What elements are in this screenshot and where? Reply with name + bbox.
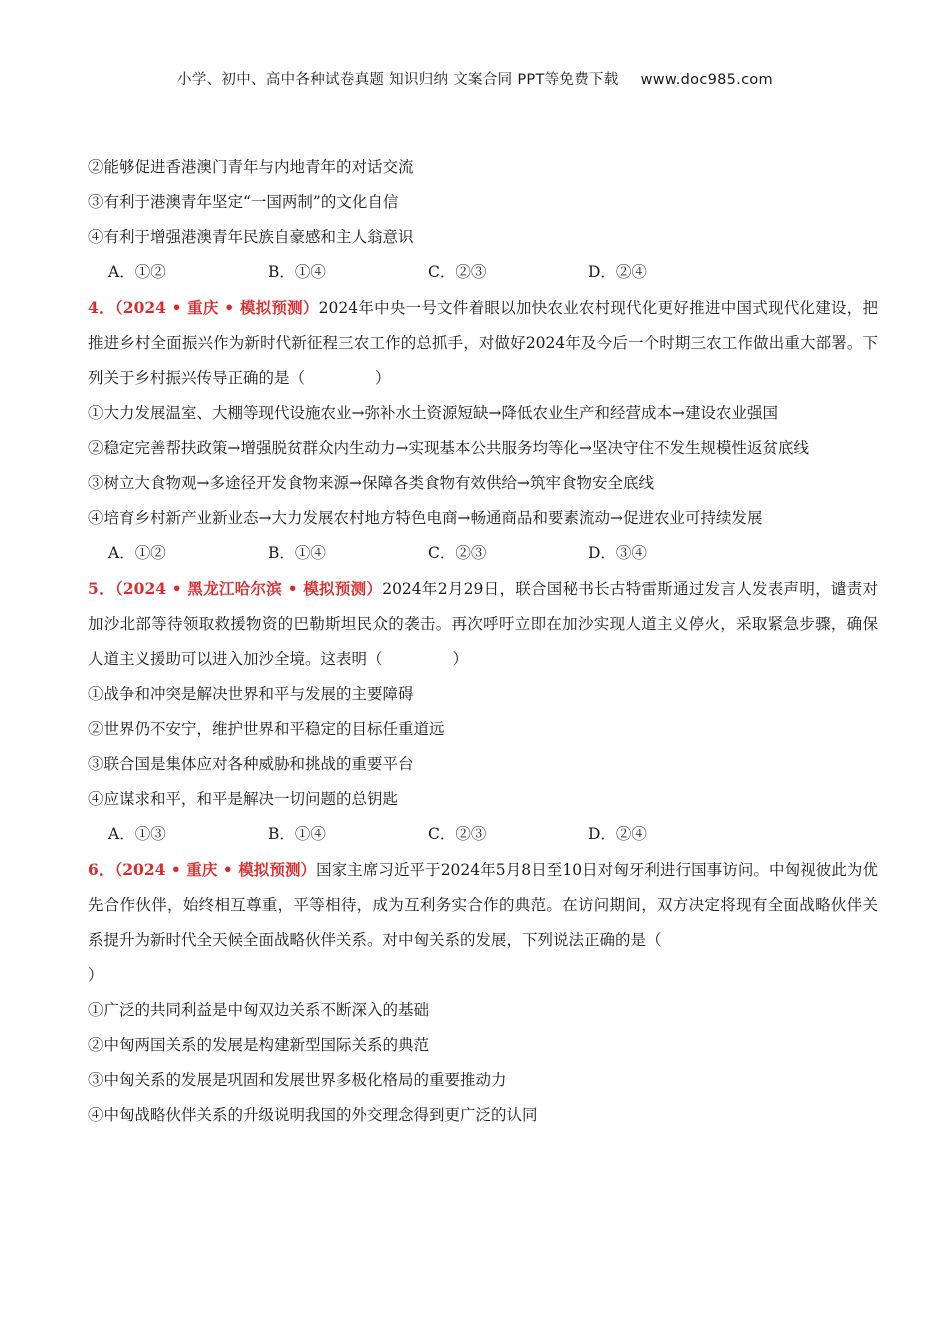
q4-item-4: ④培育乡村新产业新业态→大力发展农村地方特色电商→畅通商品和要素流动→促进农业可持续发展 bbox=[88, 509, 763, 527]
q4-item-1: ①大力发展温室、大棚等现代设施农业→弥补水土资源短缺→降低农业生产和经营成本→建设农业强国 bbox=[88, 404, 778, 422]
q4-stem bbox=[88, 290, 878, 396]
q6-stem-text: 国家主席习近平于2024年5月8日至10日对匈牙利进行国事访问。中匈视彼此为优先合作伙伴，始终相互尊重，平等相待，成为互利务实合作的典范。在访问期间，双方决定将现有全面战略伙伴关系提升为新时代全天候全面战略伙伴关系。对中匈关系的发展，下列说法正确的是（ bbox=[88, 861, 878, 949]
header-text: 小学、初中、高中各种试卷真题 知识归纳 文案合同 PPT等免费下载 bbox=[177, 72, 619, 88]
q4-stem-text: 2024年中央一号文件着眼以加快农业农村现代化更好推进中国式现代化建设，把推进乡村全面振兴作为新时代新征程三农工作的总抓手，对做好2024年及今后一个时期三农工作做出重大部署。下列关于乡村振兴传导正确的是（ bbox=[88, 299, 878, 387]
q5-option-b: B．①④ bbox=[268, 825, 326, 843]
q5-item-2: ②世界仍不安宁，维护世界和平稳定的目标任重道远 bbox=[88, 720, 445, 738]
q3-option-c: C．②③ bbox=[428, 263, 487, 281]
q5-stem bbox=[88, 571, 878, 677]
q4-item-2: ②稳定完善帮扶政策→增强脱贫群众内生动力→实现基本公共服务均等化→坚决守住不发生规模性返贫底线 bbox=[88, 439, 809, 457]
q5-option-c: C．②③ bbox=[428, 825, 487, 843]
q5-stem-text: 2024年2月29日，联合国秘书长古特雷斯通过发言人发表声明，谴责对加沙北部等待领取救援物资的巴勒斯坦民众的袭击。再次呼吁立即在加沙实现人道主义停火，采取紧急步骤，确保人道主义援助可以进入加沙全境。这表明（ bbox=[88, 580, 878, 668]
q4-option-c: C．②③ bbox=[428, 544, 487, 562]
q4-option-d: D．③④ bbox=[588, 544, 647, 562]
q4-option-b: B．①④ bbox=[268, 544, 326, 562]
question-4 bbox=[88, 290, 878, 571]
q3-item-2: ②能够促进香港澳门青年与内地青年的对话交流 bbox=[88, 158, 414, 176]
q4-option-a: A．①② bbox=[108, 544, 166, 562]
q3-item-4: ④有利于增强港澳青年民族自豪感和主人翁意识 bbox=[88, 228, 414, 246]
q5-option-a: A．①③ bbox=[108, 825, 166, 843]
q5-source: （2024 • 黑龙江哈尔滨 • 模拟预测） bbox=[114, 579, 383, 598]
q5-option-d: D．②④ bbox=[588, 825, 647, 843]
q3-option-b: B．①④ bbox=[268, 263, 326, 281]
q6-item-4: ④中匈战略伙伴关系的升级说明我国的外交理念得到更广泛的认同 bbox=[88, 1106, 538, 1124]
q6-item-1: ①广泛的共同利益是中匈双边关系不断深入的基础 bbox=[88, 1001, 430, 1019]
question-5 bbox=[88, 571, 878, 852]
header-site: www.doc985.com bbox=[640, 72, 773, 88]
page-header bbox=[0, 68, 950, 89]
q4-options bbox=[88, 536, 878, 571]
q4-source: （2024 • 重庆 • 模拟预测） bbox=[114, 298, 319, 317]
q6-item-2: ②中匈两国关系的发展是构建新型国际关系的典范 bbox=[88, 1036, 430, 1054]
q6-item-3: ③中匈关系的发展是巩固和发展世界多极化格局的重要推动力 bbox=[88, 1071, 507, 1089]
q5-item-1: ①战争和冲突是解决世界和平与发展的主要障碍 bbox=[88, 685, 414, 703]
q4-item-3: ③树立大食物观→多途径开发食物来源→保障各类食物有效供给→筑牢食物安全底线 bbox=[88, 474, 654, 492]
question-6 bbox=[88, 852, 878, 1133]
q4-number: 4． bbox=[88, 298, 115, 317]
q6-source: （2024 • 重庆 • 模拟预测） bbox=[114, 860, 317, 879]
q3-item-3: ③有利于港澳青年坚定“一国两制”的文化自信 bbox=[88, 193, 399, 211]
q5-options bbox=[88, 817, 878, 852]
q4-stem-end: ） bbox=[375, 369, 391, 387]
question-3-tail bbox=[88, 150, 878, 290]
q5-number: 5． bbox=[88, 579, 115, 598]
q6-stem bbox=[88, 852, 878, 993]
q6-stem-end: ） bbox=[88, 966, 104, 984]
q6-number: 6． bbox=[88, 860, 115, 879]
q3-option-a: A．①② bbox=[108, 263, 166, 281]
q3-options bbox=[88, 255, 878, 290]
q5-item-4: ④应谋求和平，和平是解决一切问题的总钥匙 bbox=[88, 790, 399, 808]
q5-stem-end: ） bbox=[452, 650, 469, 668]
document-body bbox=[88, 150, 878, 1133]
q5-item-3: ③联合国是集体应对各种威胁和挑战的重要平台 bbox=[88, 755, 414, 773]
q3-option-d: D．②④ bbox=[588, 263, 647, 281]
